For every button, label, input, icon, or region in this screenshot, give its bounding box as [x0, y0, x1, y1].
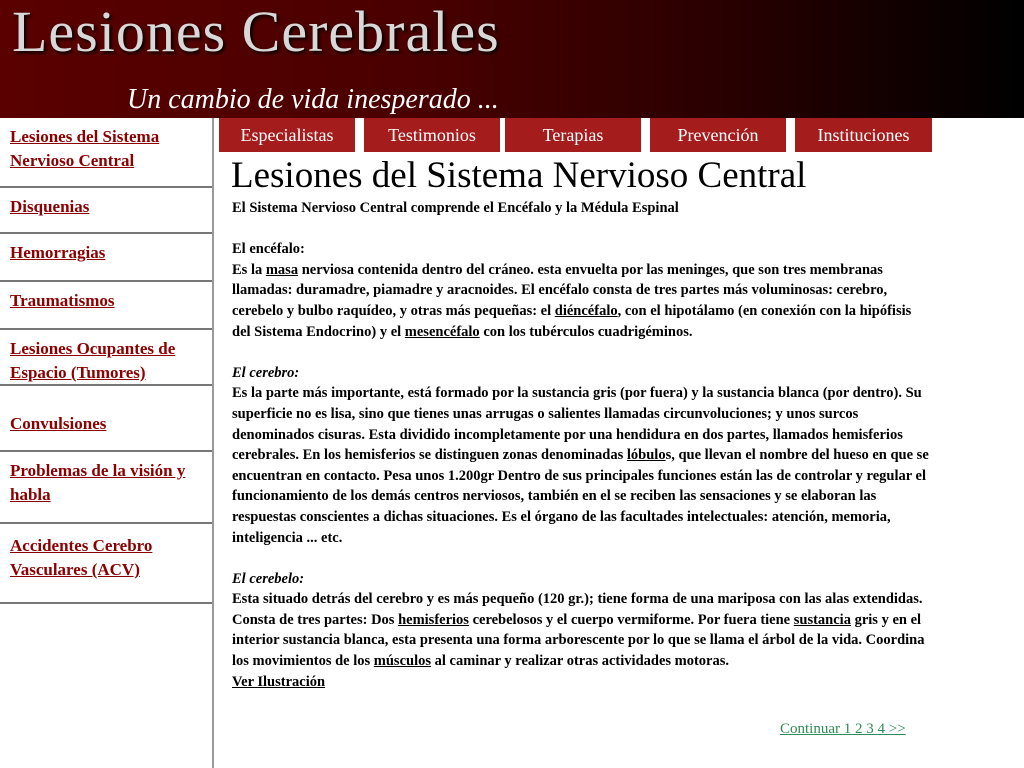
encefalo-paragraph: Es la masa nerviosa contenida dentro del cráneo. esta envuelta por las meninges, que son tres membranas llamadas: duramadre, piamadre y aracnoides. El encéfalo consta de tres partes más voluminosas: cerebro, cerebelo y bulbo raquídeo, y otras más pequeñas: el diéncéfalo, con el hipotálamo (en conexión con la hipófisis del Sistema Endocrino) y el mesencéfalo con los tubérculos cuadrigéminos. [232, 261, 912, 340]
ver-ilustracion-link[interactable]: Ver Ilustración [232, 673, 326, 690]
tab-testimonios[interactable]: Testimonios [364, 118, 500, 152]
cerebelo-paragraph: Esta situado detrás del cerebro y es más pequeño (120 gr.); tiene forma de una mariposa con las alas extendidas. Consta de tres partes: Dos hemisferios cerebelosos y el cuerpo vermiforme. Por fuera tiene sustancia gris y en el interior sustancia blanca, esta presenta una forma arborescente por lo que se llama el árbol de la vida. Coordina los movimientos de los músculos al caminar y realizar otras actividades motoras. [232, 591, 925, 670]
link-lobulo[interactable]: lóbulo [626, 447, 666, 464]
sidebar-item-vision-habla[interactable]: Problemas de la visión y habla [0, 452, 212, 524]
main-content [214, 118, 1024, 768]
link-musculos[interactable]: músculos [373, 653, 431, 670]
tab-instituciones[interactable]: Instituciones [795, 118, 932, 152]
link-hemisferios[interactable]: hemisferios [398, 611, 469, 628]
link-mesencefalo[interactable]: mesencéfalo [404, 323, 480, 340]
sidebar-item-convulsiones[interactable]: Convulsiones [0, 386, 212, 452]
article-body [232, 198, 932, 692]
tab-prevencion[interactable]: Prevención [650, 118, 786, 152]
continuar-pagination-link[interactable]: Continuar 1 2 3 4 >> [780, 721, 906, 737]
link-masa[interactable]: masa [265, 261, 299, 278]
tab-especialistas[interactable]: Especialistas [219, 118, 355, 152]
link-diencefalo[interactable]: diéncéfalo [554, 302, 618, 319]
section-title-encefalo: El encéfalo: [232, 241, 305, 258]
sidebar-item-hemorragias[interactable]: Hemorragias [0, 234, 212, 282]
sidebar-item-tumores[interactable]: Lesiones Ocupantes de Espacio (Tumores) [0, 330, 212, 386]
sidebar-item-acv[interactable]: Accidentes Cerebro Vasculares (ACV) [0, 524, 212, 604]
sidebar-item-traumatismos[interactable]: Traumatismos [0, 282, 212, 330]
section-title-cerebro: El cerebro: [232, 364, 300, 381]
header-banner [0, 0, 1024, 118]
site-title: Lesiones Cerebrales [12, 0, 500, 64]
cerebro-paragraph: Es la parte más importante, está formado por la sustancia gris (por fuera) y la sustancia blanca (por dentro). Su superficie no es lisa, sino que tienes unas arrugas o salientes llamadas circunvoluciones; y unos surcos denominados cisuras. Esta dividido incompletamente por una hendidura en dos partes, llamados hemisferios cerebrales. En los hemisferios se distinguen zonas denominadas lóbulos, que llevan el nombre del hueso en que se encuentran en contacto. Pesa unos 1.200gr Dentro de sus principales funciones están las de controlar y regular el funcionamiento de los demás centros nerviosos, también en el se reciben las sensaciones y se elaboran las respuestas conscientes a dichas situaciones. Es el órgano de las facultades intelectuales: atención, memoria, inteligencia ... etc. [232, 385, 929, 546]
sidebar [0, 118, 214, 768]
tab-terapias[interactable]: Terapias [505, 118, 641, 152]
site-subtitle: Un cambio de vida inesperado ... [127, 84, 499, 115]
sidebar-item-disquenias[interactable]: Disquenias [0, 188, 212, 234]
section-title-cerebelo: El cerebelo: [232, 570, 305, 587]
intro-text: El Sistema Nervioso Central comprende el Encéfalo y la Médula Espinal [232, 200, 679, 216]
link-sustancia[interactable]: sustancia [793, 611, 851, 628]
sidebar-item-lesiones-snc[interactable]: Lesiones del Sistema Nervioso Central [0, 118, 212, 188]
page-title: Lesiones del Sistema Nervioso Central [231, 155, 807, 196]
